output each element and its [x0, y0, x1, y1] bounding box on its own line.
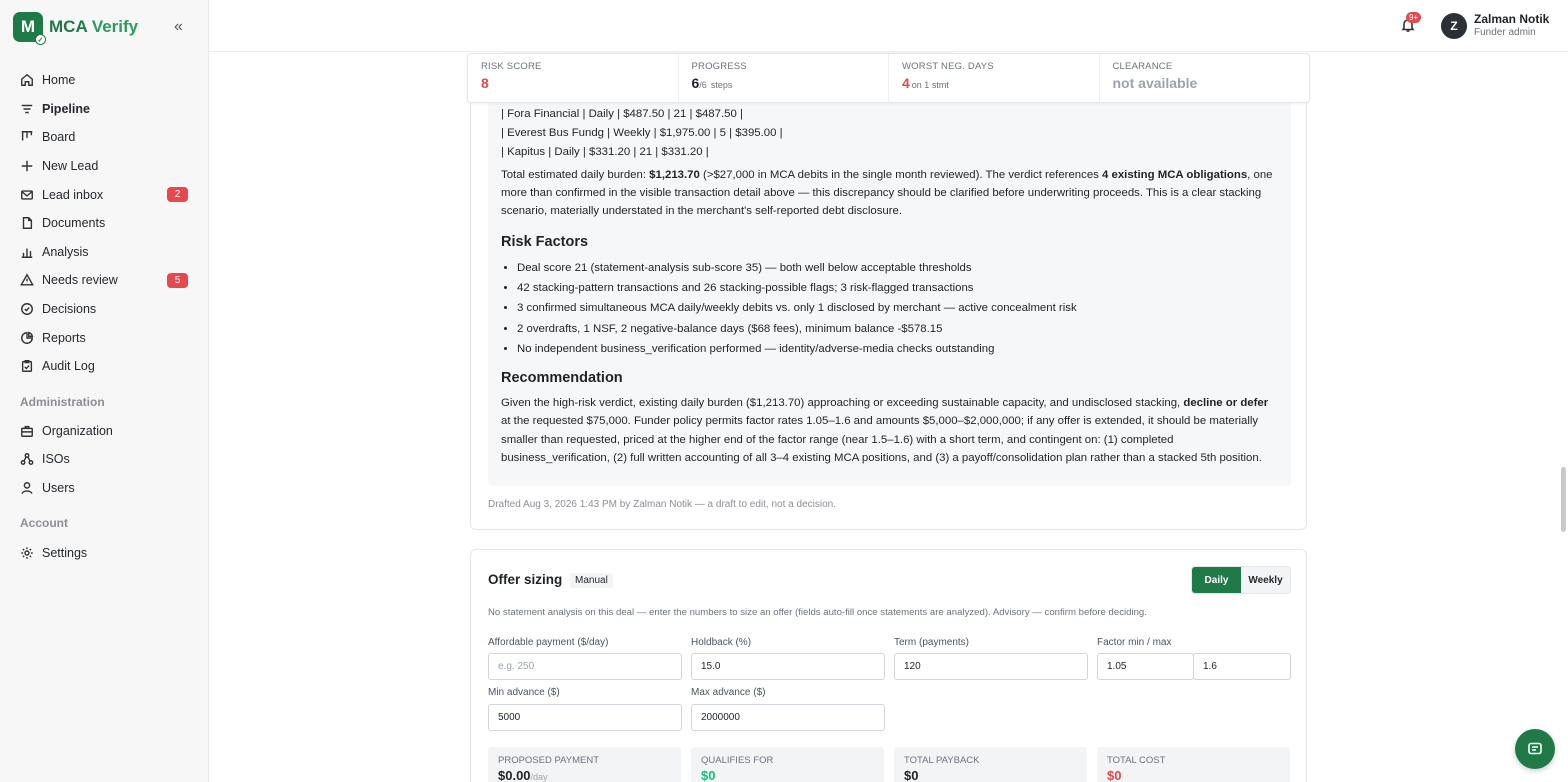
rec-prefix: Given the high-risk verdict, existing daily burden ($1,213.70) approaching or exceeding sustainable capacity, and undisclosed stacking, — [501, 396, 1184, 409]
result-total-cost — [1097, 747, 1290, 782]
result-proposed-payment — [488, 747, 681, 782]
stat-label: CLEARANCE — [1112, 61, 1173, 72]
mail-icon — [20, 188, 34, 202]
home-icon — [20, 73, 34, 87]
clipboard-check-icon — [20, 359, 34, 373]
factor-min-input[interactable]: 1.05 — [1097, 653, 1194, 680]
bar-chart-icon — [20, 245, 34, 259]
topbar — [209, 0, 1568, 52]
result-value: $0 — [1107, 768, 1122, 782]
rec-suffix: at the requested $75,000. Funder policy permits factor rates 1.05–1.6 and amounts $5,000–$2,000,000; if any offer is extended, it should be materially smaller than requested, priced at the higher end of the factor range (near 1.5–1.6) with a short term, and contingent on: (1) completed business_verification, (2) full written accounting of all 3–4 existing MCA positions, and (3) a payoff/consolidation plan rather than a stacked 5th position. — [501, 415, 1262, 465]
document-icon — [20, 216, 34, 230]
board-icon — [20, 130, 34, 144]
sidebar-item-label: Decisions — [42, 302, 97, 317]
min-advance-input[interactable]: 5000 — [488, 704, 682, 731]
toggle-daily[interactable]: Daily — [1192, 567, 1241, 593]
list-item: • 3 confirmed simultaneous MCA daily/weekly debits vs. only 1 disclosed by merchant — active concealment risk — [517, 298, 1278, 318]
burden-prefix: Total estimated daily burden: — [501, 169, 650, 181]
warning-icon — [20, 273, 34, 287]
sidebar-item-label: Users — [42, 481, 75, 496]
burden-mid: (>$27,000 in MCA debits in the single month reviewed). The verdict references — [699, 169, 1103, 181]
recommendation-paragraph — [501, 394, 1278, 468]
progress-count: 6 — [691, 75, 700, 91]
max-advance-label: Max advance ($) — [691, 687, 766, 698]
sidebar-item-label: Audit Log — [42, 359, 95, 374]
sidebar-item-audit-log[interactable] — [0, 352, 209, 381]
term-input[interactable]: 120 — [894, 653, 1088, 680]
holdback-label: Holdback (%) — [691, 637, 752, 648]
burden-paragraph — [501, 166, 1278, 221]
sidebar-item-label: Settings — [42, 545, 88, 560]
factor-label: Factor min / max — [1097, 637, 1172, 648]
result-value: $0 — [904, 768, 919, 782]
app-logo — [13, 12, 43, 42]
sidebar-nav — [0, 66, 209, 567]
sidebar-item-label: New Lead — [42, 159, 99, 174]
result-label: TOTAL COST — [1107, 755, 1166, 766]
gear-icon — [20, 546, 34, 560]
factor-max-input[interactable]: 1.6 — [1193, 653, 1291, 680]
list-item: • 42 stacking-pattern transactions and 26 stacking-possible flags; 3 risk-flagged transactions — [517, 278, 1278, 298]
sidebar-item-users[interactable] — [0, 474, 209, 503]
check-circle-icon — [20, 302, 34, 316]
filter-icon — [20, 102, 34, 116]
progress-unit: steps — [710, 80, 733, 90]
sidebar-item-needs-review[interactable] — [0, 266, 209, 295]
sidebar-item-documents[interactable] — [0, 209, 209, 238]
list-item: • 2 overdrafts, 1 NSF, 2 negative-balance days ($68 fees), minimum balance -$578.15 — [517, 319, 1278, 339]
sidebar-item-label: Pipeline — [42, 101, 90, 116]
sidebar-item-reports[interactable] — [0, 323, 209, 352]
stat-label: WORST NEG. DAYS — [902, 61, 994, 72]
chat-button[interactable] — [1515, 729, 1555, 769]
toggle-weekly[interactable]: Weekly — [1241, 567, 1290, 593]
section-heading-account: Account — [20, 516, 68, 531]
min-advance-label: Min advance ($) — [488, 687, 560, 698]
count-badge: 2 — [167, 187, 188, 202]
pie-chart-icon — [20, 331, 34, 345]
holdback-input[interactable]: 15.0 — [691, 653, 885, 680]
sidebar-item-pipeline[interactable] — [0, 95, 209, 124]
chat-icon — [1527, 741, 1543, 757]
mode-tag: Manual — [570, 573, 613, 588]
stat-value: 8 — [481, 75, 489, 91]
result-value: $0 — [701, 768, 716, 782]
sidebar-item-label: Analysis — [42, 244, 89, 259]
memo-card — [470, 103, 1307, 530]
brand[interactable] — [13, 12, 138, 42]
stat-value — [692, 75, 876, 91]
transaction-row: | Fora Financial | Daily | $487.50 | 21 | $487.50 | — [501, 108, 743, 120]
logo-letter: M — [20, 17, 36, 36]
user-role: Funder admin — [1474, 27, 1536, 38]
sidebar-item-lead-inbox[interactable] — [0, 180, 209, 209]
transaction-row: | Everest Bus Fundg | Weekly | $1,975.00 | 5 | $395.00 | — [501, 127, 783, 139]
proposed-unit: /day — [530, 772, 548, 782]
list-item: • No independent business_verification performed — identity/adverse-media checks outstanding — [517, 339, 1278, 359]
max-advance-input[interactable]: 2000000 — [691, 704, 885, 731]
network-icon — [20, 452, 34, 466]
app-name — [49, 17, 138, 37]
sidebar-item-label: Needs review — [42, 273, 118, 288]
stat-clearance — [1100, 54, 1310, 102]
risk-factors-list — [517, 258, 1278, 360]
neg-days-unit: on 1 stmt — [911, 80, 949, 90]
offer-sizing-card — [470, 549, 1307, 782]
app-name-part2: Verify — [91, 17, 139, 36]
app-name-part1: MCA — [49, 17, 88, 36]
proposed-amount: $0.00 — [498, 768, 531, 782]
sidebar-item-settings[interactable] — [0, 538, 209, 567]
sidebar-item-label: Documents — [42, 216, 106, 231]
rec-verdict: decline or defer — [1183, 396, 1269, 409]
memo-body — [488, 103, 1291, 486]
drafted-note: Drafted Aug 3, 2026 1:43 PM by Zalman Notik — a draft to edit, not a decision. — [488, 499, 836, 510]
sidebar-item-analysis[interactable] — [0, 238, 209, 267]
stat-risk-score — [468, 54, 679, 102]
result-label: QUALIFIES FOR — [701, 755, 774, 766]
sidebar-item-home[interactable] — [0, 66, 209, 95]
sidebar-item-organization[interactable] — [0, 417, 209, 446]
frequency-toggle — [1191, 566, 1291, 594]
result-value — [498, 768, 671, 782]
sidebar-item-label: Reports — [42, 330, 86, 345]
count-badge: 5 — [167, 273, 188, 288]
affordable-payment-input[interactable]: e.g. 250 — [488, 653, 682, 680]
sidebar-item-label: Organization — [42, 423, 113, 438]
stat-worst-neg-days — [889, 54, 1100, 102]
sidebar-item-label: Home — [42, 73, 76, 88]
sidebar-item-label: ISOs — [42, 452, 70, 467]
neg-days-count: 4 — [902, 75, 910, 91]
deal-stats-bar — [467, 53, 1310, 103]
sidebar-item-label: Board — [42, 130, 76, 145]
transaction-row: | Kapitus | Daily | $331.20 | 21 | $331.20 | — [501, 146, 709, 158]
sidebar-item-board[interactable] — [0, 123, 209, 152]
progress-total: /6 — [699, 80, 707, 90]
stat-progress — [679, 54, 890, 102]
result-label: PROPOSED PAYMENT — [498, 755, 599, 766]
stat-label: PROGRESS — [691, 61, 747, 72]
briefcase-icon — [20, 424, 34, 438]
list-item: • Deal score 21 (statement-analysis sub-score 35) — both well below acceptable thresholds — [517, 258, 1278, 278]
sidebar-item-isos[interactable] — [0, 445, 209, 474]
notification-badge: 9+ — [1406, 12, 1421, 23]
sidebar-item-new-lead[interactable] — [0, 152, 209, 181]
verified-check-icon: ✓ — [35, 34, 46, 45]
term-label: Term (payments) — [894, 637, 970, 648]
affordable-payment-label: Affordable payment ($/day) — [488, 637, 609, 648]
user-icon — [20, 481, 34, 495]
section-heading-administration: Administration — [20, 394, 105, 409]
user-name[interactable]: Zalman Notik — [1474, 12, 1550, 26]
burden-amount: $1,213.70 — [649, 169, 700, 181]
stat-label: RISK SCORE — [481, 61, 542, 72]
scrollbar-thumb[interactable] — [1561, 467, 1566, 532]
sidebar — [0, 0, 209, 782]
burden-obligations: 4 existing MCA obligations — [1102, 169, 1248, 181]
result-total-payback — [894, 747, 1087, 782]
sidebar-item-decisions[interactable] — [0, 295, 209, 324]
sidebar-item-label: Lead inbox — [42, 187, 104, 202]
result-qualifies-for — [691, 747, 884, 782]
plus-icon — [20, 159, 34, 173]
offer-note: No statement analysis on this deal — enter the numbers to size an offer (fields auto-fill once statements are analyzed). Advisory — confirm before deciding. — [488, 607, 1147, 618]
stat-value — [902, 75, 1086, 91]
offer-sizing-title: Offer sizing — [488, 572, 563, 587]
collapse-sidebar-icon[interactable]: « — [174, 18, 183, 35]
result-label: TOTAL PAYBACK — [904, 755, 980, 766]
burden-suffix: , one more than confirmed in the visible transaction detail above — this discrepancy should be clarified before underwriting proceeds. This is a clear stacking scenario, materially understated in the merchant's self-reported debt disclosure. — [501, 169, 1273, 218]
avatar[interactable]: Z — [1441, 13, 1467, 39]
stat-value: not available — [1112, 75, 1198, 91]
risk-factors-heading: Risk Factors — [501, 233, 589, 250]
recommendation-heading: Recommendation — [501, 369, 623, 386]
